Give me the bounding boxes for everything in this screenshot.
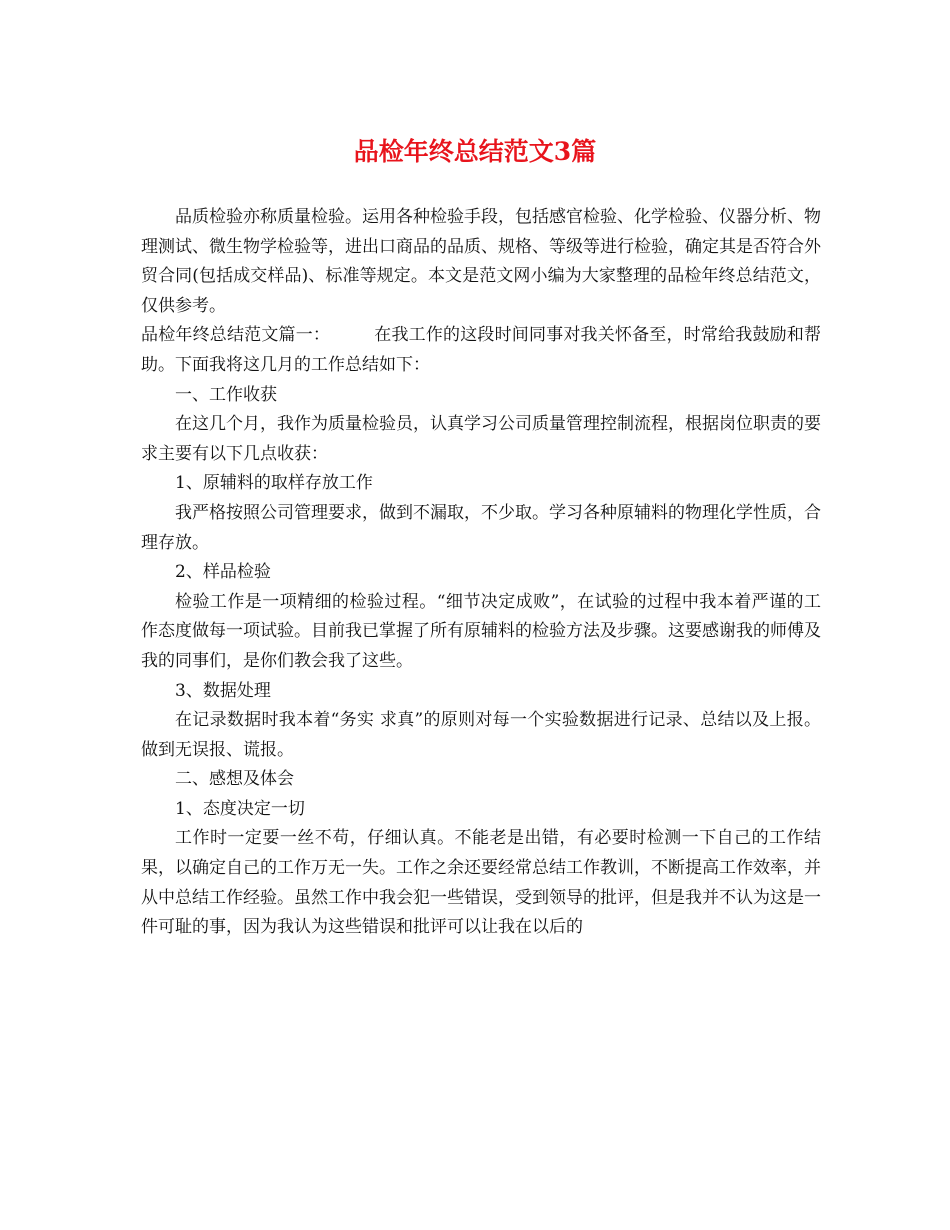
- paragraph-inspection: 检验工作是一项精细的检验过程。“细节决定成败”，在试验的过程中我本着严谨的工作态度做每一项试验。目前我已掌握了所有原辅料的检验方法及步骤。这要感谢我的师傅及我的同事们，是你们教会我了这些。: [141, 591, 821, 671]
- document-body: [141, 203, 821, 943]
- heading-thoughts: 二、感想及体会: [175, 769, 294, 790]
- heading-work-gains: 一、工作收获: [175, 384, 277, 405]
- section-one-label: 品检年终总结范文篇一：: [141, 325, 331, 346]
- paragraph-work-gains: 在这几个月，我作为质量检验员，认真学习公司质量管理控制流程，根据岗位职责的要求主要有以下几点收获：: [141, 414, 821, 464]
- heading-data-processing: 3、数据处理: [175, 680, 271, 701]
- paragraph-attitude: 工作时一定要一丝不苟，仔细认真。不能老是出错，有必要时检测一下自己的工作结果，以确定自己的工作万无一失。工作之余还要经常总结工作教训，不断提高工作效率，并从中总结工作经验。虽然工作中我会犯一些错误，受到领导的批评，但是我并不认为这是一件可耻的事，因为我认为这些错误和批评可以让我在以后的: [141, 828, 821, 938]
- document-title: 品检年终总结范文3篇: [353, 137, 597, 166]
- section-one-text: 在我工作的这段时间同事对我关怀备至，时常给我鼓励和帮助。下面我将这几月的工作总结如下：: [141, 325, 822, 375]
- heading-attitude: 1、态度决定一切: [175, 798, 305, 819]
- heading-sampling: 1、原辅料的取样存放工作: [175, 473, 373, 494]
- section-one-paragraph: [141, 321, 821, 380]
- intro-paragraph: 品质检验亦称质量检验。运用各种检验手段，包括感官检验、化学检验、仪器分析、物理测试、微生物学检验等，进出口商品的品质、规格、等级等进行检验，确定其是否符合外贸合同(包括成交样品)、标准等规定。本文是范文网小编为大家整理的品检年终总结范文，仅供参考。: [141, 207, 821, 316]
- paragraph-data-processing: 在记录数据时我本着“务实 求真”的原则对每一个实验数据进行记录、总结以及上报。做到无误报、谎报。: [141, 710, 821, 760]
- heading-inspection: 2、样品检验: [175, 562, 271, 583]
- paragraph-sampling: 我严格按照公司管理要求，做到不漏取，不少取。学习各种原辅料的物理化学性质，合理存放。: [141, 502, 821, 553]
